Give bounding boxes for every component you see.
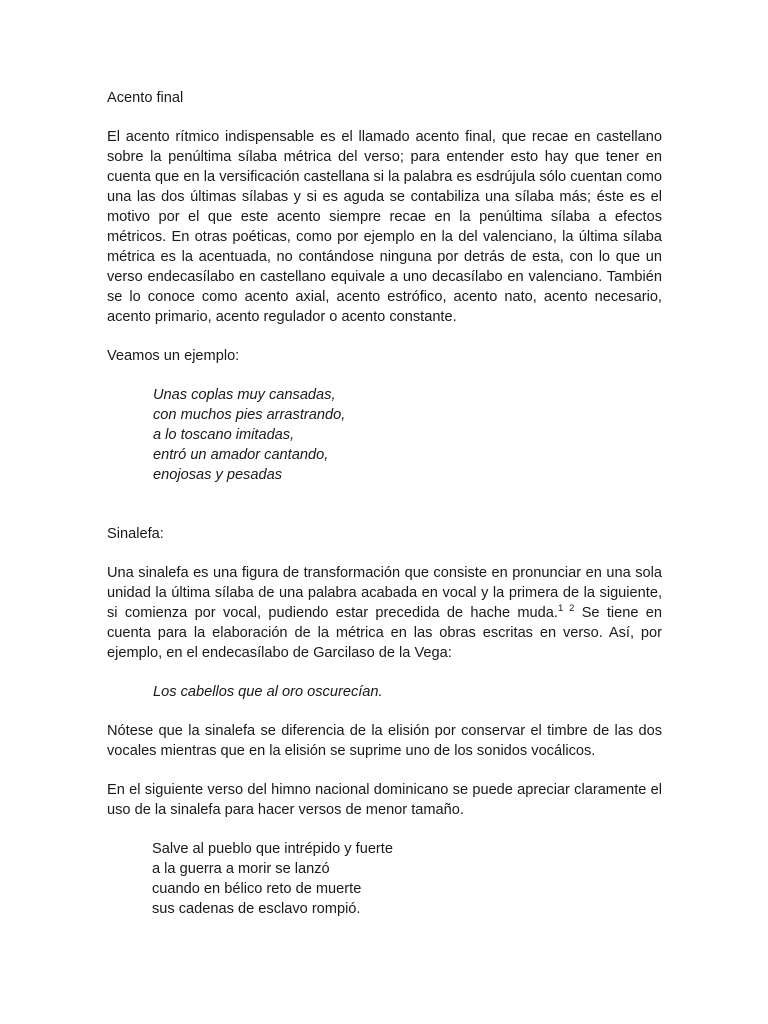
verse-line: enojosas y pesadas (153, 467, 282, 483)
verse-line: Los cabellos que al oro oscurecían. (153, 684, 383, 700)
paragraph-anthem-intro: En el siguiente verso del himno nacional dominicano se puede apreciar claramente el uso de la sinalefa para hacer versos de menor tamaño. (107, 782, 662, 818)
verse-line: con muchos pies arrastrando, (153, 407, 346, 423)
paragraph-sinalefa-part2: Se tiene en cuenta para la elaboración de la métrica en las obras escritas en verso. Así, por ejemplo, en el endecasílabo de Garcilaso de la Vega: (107, 605, 662, 661)
verse-example-garcilaso (107, 682, 662, 702)
verse-line: Salve al pueblo que intrépido y fuerte (152, 841, 393, 857)
paragraph-sinalefa (107, 563, 662, 663)
verse-line: entró un amador cantando, (153, 447, 329, 463)
verse-line: cuando en bélico reto de muerte (152, 881, 362, 897)
footnote-refs[interactable]: 1 2 (557, 603, 575, 614)
verse-anthem (107, 839, 662, 919)
verse-line: a la guerra a morir se lanzó (152, 861, 330, 877)
paragraph-elision-note: Nótese que la sinalefa se diferencia de la elisión por conservar el timbre de las dos vocales mientras que en la elisión se suprime uno de los sonidos vocálicos. (107, 723, 662, 759)
section-heading-acento-final: Acento final (107, 90, 184, 106)
paragraph-sinalefa-part1: Una sinalefa es una figura de transformación que consiste en pronunciar en una sola unidad la última sílaba de una palabra acabada en vocal y la primera de la siguiente, si comienza por vocal, pudiendo estar precedida de hache muda. (107, 565, 662, 621)
verse-line: sus cadenas de esclavo rompió. (152, 901, 361, 917)
section-heading-sinalefa: Sinalefa: (107, 526, 164, 542)
verse-example-coplas (107, 385, 662, 485)
paragraph-acento-final: El acento rítmico indispensable es el llamado acento final, que recae en castellano sobre la penúltima sílaba métrica del verso; para entender esto hay que tener en cuenta que en la versificación castellana si la palabra es esdrújula sólo cuentan como una las dos últimas sílabas y si es aguda se contabiliza una sílaba más; éste es el motivo por el que este acento siempre recae en la penúltima sílaba a efectos métricos. En otras poéticas, como por ejemplo en la del valenciano, la última sílaba métrica es la acentuada, no contándose ninguna por detrás de esta, con lo que un verso endecasílabo en castellano equivale a uno decasílabo en valenciano. También se lo conoce como acento axial, acento estrófico, acento nato, acento necesario, acento primario, acento regulador o acento constante. (107, 129, 662, 325)
example-intro: Veamos un ejemplo: (107, 348, 240, 364)
verse-line: Unas coplas muy cansadas, (153, 387, 336, 403)
verse-line: a lo toscano imitadas, (153, 427, 295, 443)
